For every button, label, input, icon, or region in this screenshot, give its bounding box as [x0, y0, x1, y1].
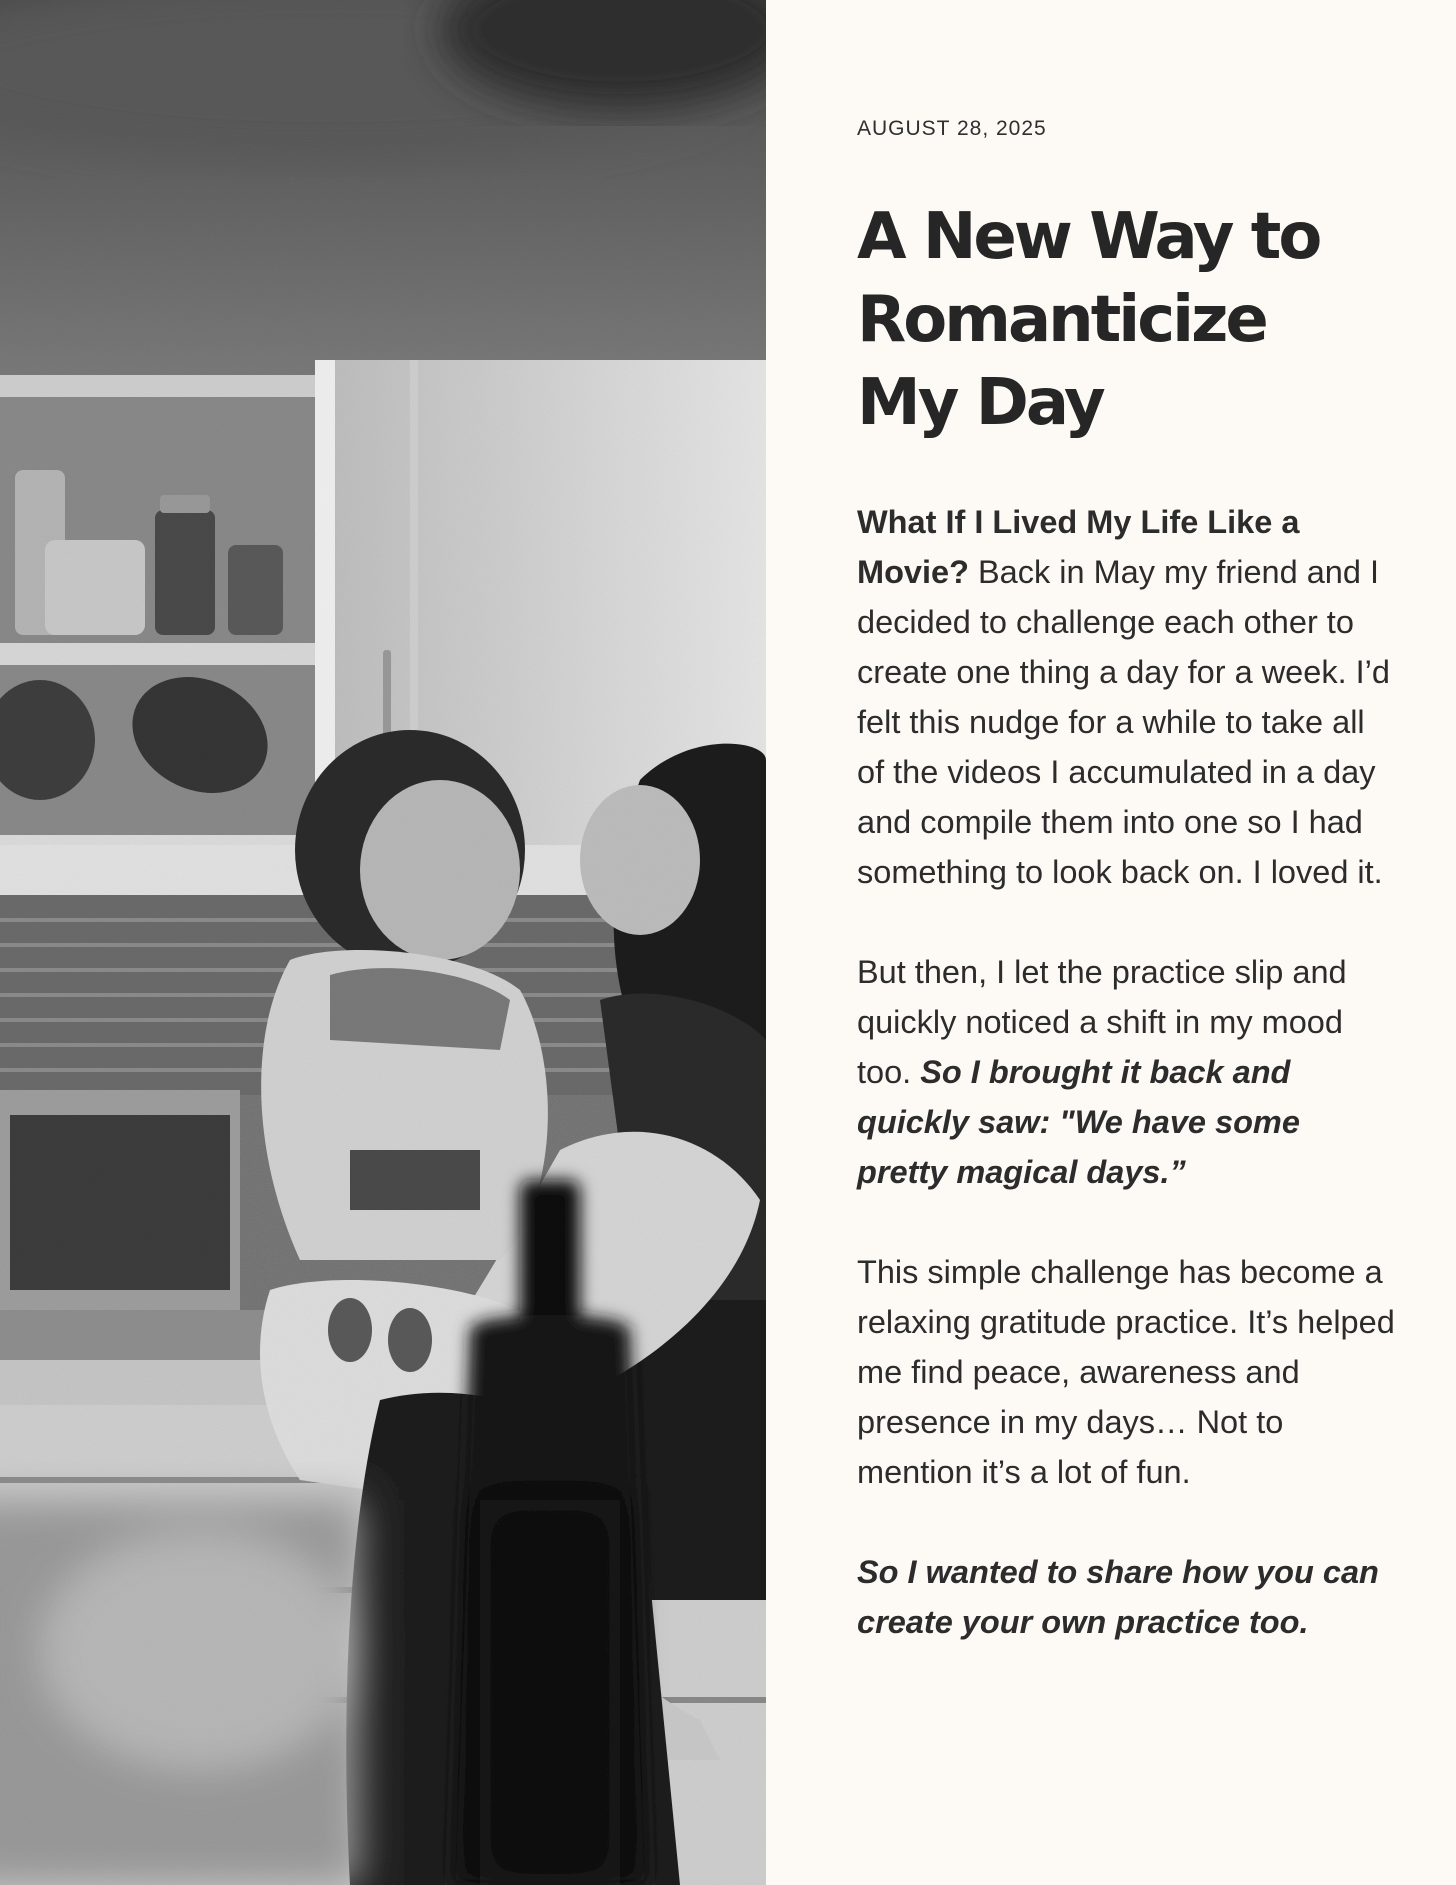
- paragraph-intro: [857, 497, 1397, 897]
- article-title: A New Way to Romanticize My Day: [857, 200, 1320, 440]
- closing-paragraph: So I wanted to share how you can create your own practice too.: [857, 1554, 1379, 1640]
- paragraph-2-emphasis: So I brought it back and quickly saw: "We have some pretty magical days.”: [857, 1054, 1300, 1190]
- paragraph-3: This simple challenge has become a relaxing gratitude practice. It’s helped me find peace, awareness and presence in my days… Not to mention it’s a lot of fun.: [857, 1254, 1395, 1490]
- article-column: [857, 112, 1397, 1697]
- intro-heading: What If I Lived My Life Like a Movie?: [857, 504, 1300, 590]
- paragraph-2: [857, 947, 1397, 1197]
- paragraph-2-lead: But then, I let the practice slip and quickly noticed a shift in my mood too.: [857, 954, 1347, 1090]
- article-date: AUGUST 28, 2025: [857, 117, 1047, 140]
- paragraph-1-text: Back in May my friend and I decided to challenge each other to create one thing a day for a week. I’d felt this nudge for a while to take all of the videos I accumulated in a day and compile them into one so I had something to look back on. I loved it.: [857, 554, 1390, 890]
